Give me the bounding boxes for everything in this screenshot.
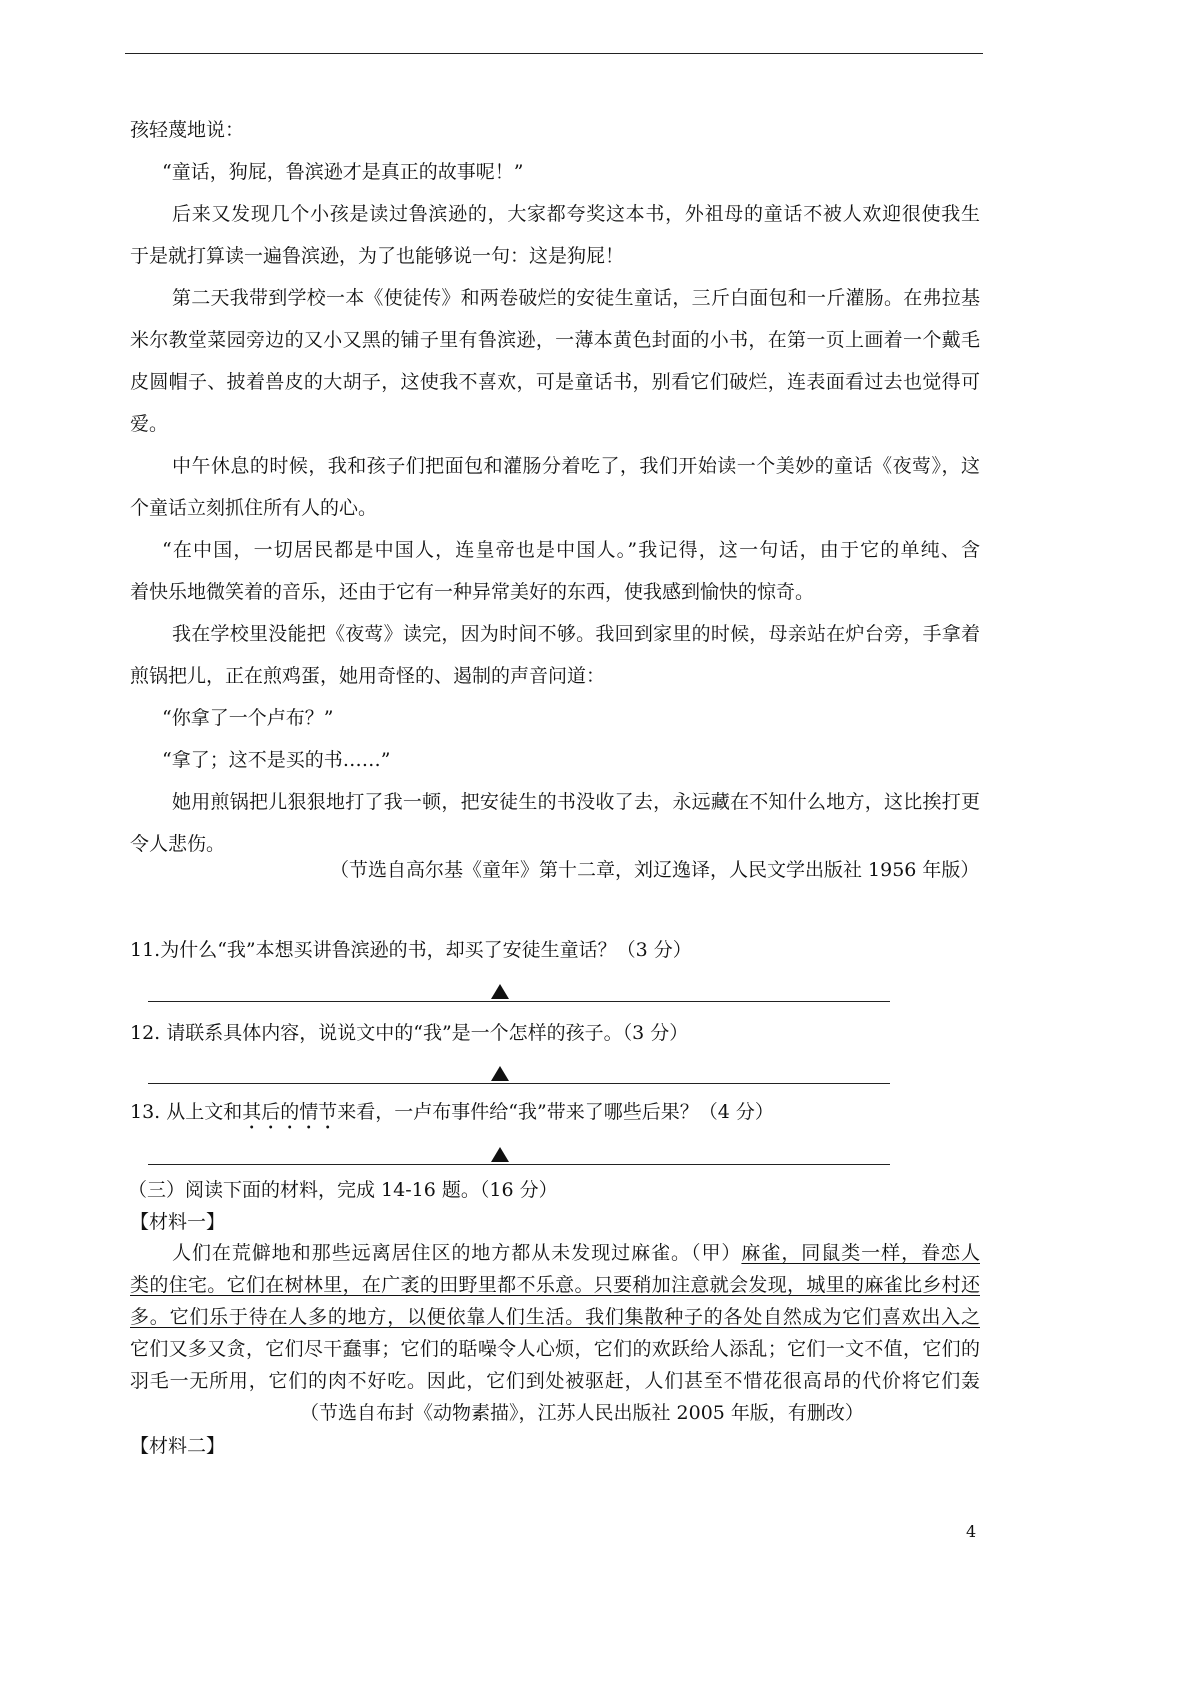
answer-marker-icon	[491, 1147, 509, 1162]
answer-marker-icon	[491, 1066, 509, 1081]
passage-citation: （节选自高尔基《童年》第十二章，刘辽逸译，人民文学出版社 1956 年版）	[330, 859, 980, 881]
passage-line: 我在学校里没能把《夜莺》读完，因为时间不够。我回到家里的时候，母亲站在炉台旁，手拿着	[172, 623, 980, 645]
answer-line-11[interactable]	[148, 1001, 890, 1002]
passage-line: “拿了；这不是买的书……”	[162, 749, 391, 771]
answer-line-12[interactable]	[148, 1083, 890, 1084]
q13-text: 13. 从上文和	[130, 1101, 243, 1123]
answer-line-13[interactable]	[148, 1164, 890, 1165]
passage-line: “童话，狗屁，鲁滨逊才是真正的故事呢！”	[162, 161, 524, 183]
passage-line: 她用煎锅把儿狠狠地打了我一顿，把安徒生的书没收了去，永远藏在不知什么地方，这比挨打更	[172, 791, 980, 813]
passage-line: 中午休息的时候，我和孩子们把面包和灌肠分着吃了，我们开始读一个美妙的童话《夜莺》，这	[172, 455, 980, 477]
material-1-line: 多。它们乐于待在人多的地方，以便依靠人们生活。我们集散种子的各处自然成为它们喜欢出入之	[130, 1306, 980, 1328]
material-1-citation: （节选自布封《动物素描》，江苏人民出版社 2005 年版，有删改）	[300, 1402, 864, 1424]
page-number: 4	[966, 1522, 977, 1541]
passage-line: “你拿了一个卢布？”	[162, 707, 334, 729]
material-2-label: 【材料二】	[130, 1435, 226, 1457]
passage-line: 第二天我带到学校一本《使徒传》和两卷破烂的安徒生童话，三斤白面包和一斤灌肠。在弗拉基	[172, 287, 980, 309]
passage-line: 后来又发现几个小孩是读过鲁滨逊的，大家都夸奖这本书，外祖母的童话不被人欢迎很使我生	[172, 203, 980, 225]
underlined-text: 麻雀，同鼠类一样，眷恋人	[741, 1242, 980, 1264]
material-1-line: 类的住宅。它们在树林里，在广袤的田野里都不乐意。只要稍加注意就会发现，城里的麻雀比乡村还	[130, 1274, 980, 1296]
material-text: 人们在荒僻地和那些远离居住区的地方都从未发现过麻雀。（甲）	[172, 1242, 742, 1264]
q13-text: 来看，一卢布事件给“我”带来了哪些后果？（4 分）	[337, 1101, 774, 1123]
passage-line: “在中国，一切居民都是中国人，连皇帝也是中国人。”我记得，这一句话，由于它的单纯、含	[162, 539, 980, 561]
answer-marker-icon	[491, 984, 509, 999]
passage-line: 孩轻蔑地说：	[130, 119, 245, 141]
material-1-line	[172, 1241, 980, 1265]
material-1-line: 它们又多又贪，它们尽干蠢事；它们的聒噪令人心烦，它们的欢跃给人添乱；它们一文不值，它们的	[130, 1338, 980, 1360]
section-heading: （三）阅读下面的材料，完成 14-16 题。（16 分）	[128, 1179, 558, 1201]
passage-line: 爱。	[130, 413, 169, 435]
passage-line: 煎锅把儿，正在煎鸡蛋，她用奇怪的、遏制的声音问道：	[130, 665, 606, 687]
question-12: 12. 请联系具体内容，说说文中的“我”是一个怎样的孩子。（3 分）	[130, 1022, 689, 1044]
q13-emphasis: 其后的情节	[242, 1101, 338, 1123]
passage-line: 米尔教堂菜园旁边的又小又黑的铺子里有鲁滨逊，一薄本黄色封面的小书，在第一页上画着一个戴毛	[130, 329, 980, 351]
question-11: 11.为什么“我”本想买讲鲁滨逊的书，却买了安徒生童话？（3 分）	[130, 939, 692, 961]
question-13	[130, 1100, 774, 1124]
passage-line: 着快乐地微笑着的音乐，还由于它有一种异常美好的东西，使我感到愉快的惊奇。	[130, 581, 815, 603]
passage-line: 令人悲伤。	[130, 833, 226, 855]
passage-line: 个童话立刻抓住所有人的心。	[130, 497, 378, 519]
header-rule	[125, 53, 983, 54]
material-1-line: 羽毛一无所用，它们的肉不好吃。因此，它们到处被驱赶，人们甚至不惜花很高昂的代价将它们轰	[130, 1370, 980, 1392]
passage-line: 皮圆帽子、披着兽皮的大胡子，这使我不喜欢，可是童话书，别看它们破烂，连表面看过去也觉得可	[130, 371, 980, 393]
passage-line: 于是就打算读一遍鲁滨逊，为了也能够说一句：这是狗屁！	[130, 245, 625, 267]
material-1-label: 【材料一】	[130, 1211, 226, 1233]
